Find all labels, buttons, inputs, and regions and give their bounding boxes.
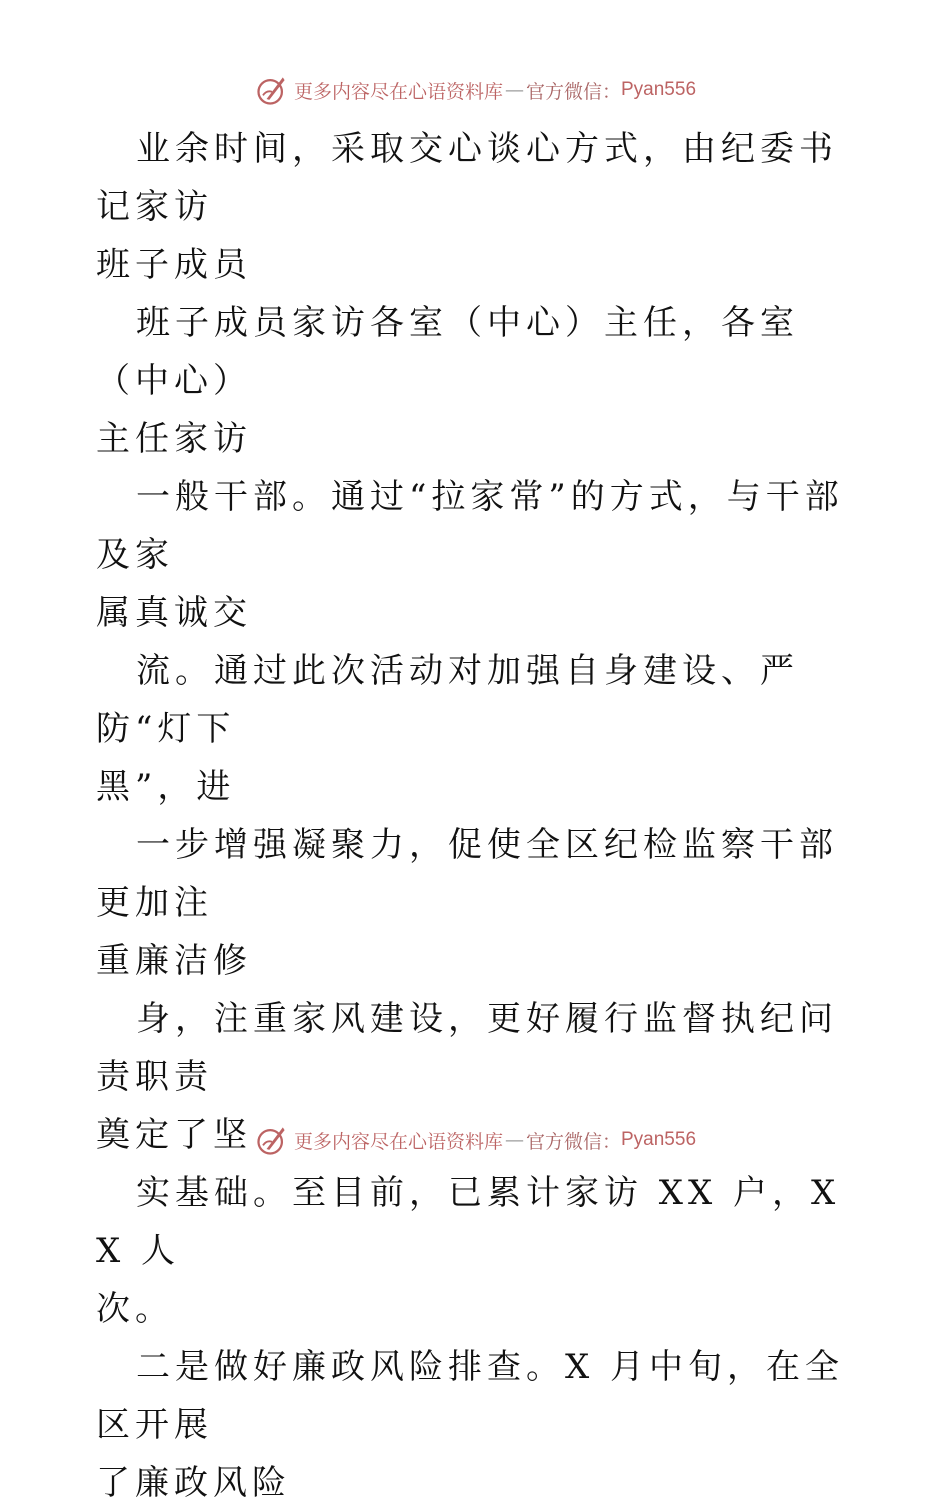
paragraph-line: 次。 [96,1289,174,1329]
paragraph-line: 班子成员家访各室（中心）主任，各室（中心） [96,303,799,401]
quill-logo-icon [254,1122,290,1158]
watermark-main-text: 更多内容尽在心语资料库 [293,80,503,103]
document-body [96,120,856,1512]
watermark-wechat-id: Pyan556 [621,79,697,100]
paragraph-line: 一步增强凝聚力，促使全区纪检监察干部更加注 [96,825,838,923]
paragraph-line: 流。通过此次活动对加强自身建设、严防“灯下 [96,651,799,749]
paragraph-line: 一般干部。通过“拉家常”的方式，与干部及家 [96,477,844,575]
paragraph-line: 重廉洁修 [96,941,252,981]
watermark-wechat-id: Pyan556 [621,1129,697,1150]
paragraph-line: 奠定了坚 [96,1115,252,1155]
paragraph-2 [96,294,856,468]
paragraph-line: 身，注重家风建设，更好履行监督执纪问责职责 [96,999,838,1097]
paragraph-4 [96,642,856,816]
paragraph-7 [96,1164,856,1338]
paragraph-line: 黑”，进 [96,767,236,807]
watermark-separator: — [504,1129,524,1151]
paragraph-line: 属真诚交 [96,593,252,633]
watermark-separator: — [504,79,524,101]
paragraph-line: 了廉政风险 [96,1463,291,1503]
paragraph-5 [96,816,856,990]
paragraph-line: 二是做好廉政风险排查。X 月中旬，在全区开展 [96,1347,845,1445]
paragraph-3 [96,468,856,642]
paragraph-line: 班子成员 [96,245,252,285]
paragraph-1 [96,120,856,294]
paragraph-line: 主任家访 [96,419,252,459]
watermark-wechat-label: 官方微信： [525,80,621,103]
quill-logo-icon [254,72,290,108]
watermark-wechat-label: 官方微信： [525,1130,621,1153]
watermark-main-text: 更多内容尽在心语资料库 [293,1130,503,1153]
paragraph-line: 业余时间，采取交心谈心方式，由纪委书记家访 [96,129,838,227]
paragraph-8 [96,1338,856,1512]
footer-watermark [0,1120,950,1160]
paragraph-line: 实基础。至目前，已累计家访 XX 户，XX 人 [96,1173,841,1271]
header-watermark [0,70,950,110]
